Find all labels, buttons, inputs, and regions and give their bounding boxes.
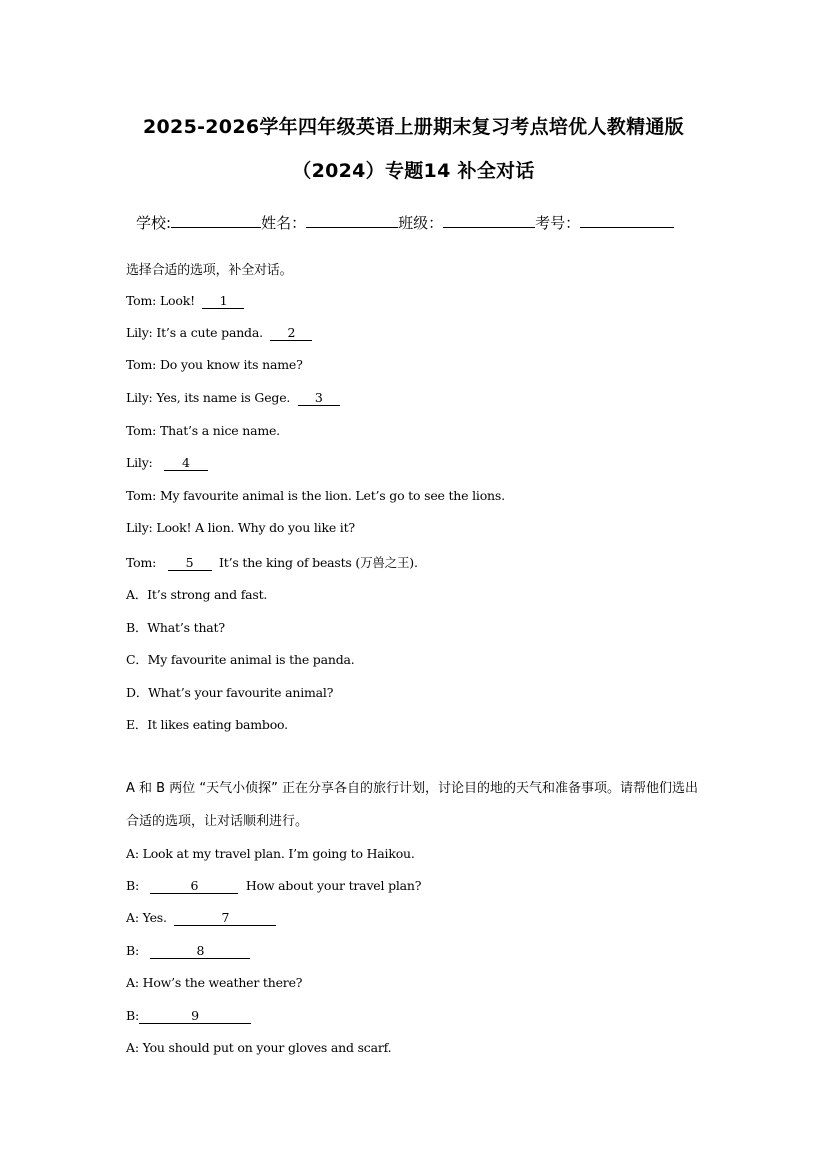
answer-blank[interactable]: 6 — [150, 879, 238, 894]
speaker: A: — [126, 975, 139, 990]
class-label: 班级： — [398, 214, 444, 232]
dialogue-line — [126, 910, 276, 926]
dialogue-line — [126, 293, 244, 309]
line-text: Look! A lion. Why do you like it? — [156, 520, 355, 535]
dialogue-line — [126, 423, 280, 438]
option-e[interactable]: E．It likes eating bamboo. — [126, 717, 288, 732]
student-info-row — [136, 210, 674, 233]
line-text: That’s a nice name. — [159, 423, 280, 438]
speaker: A: — [126, 846, 139, 861]
dialogue-line — [126, 846, 415, 861]
speaker: B: — [126, 1008, 139, 1023]
dialogue-line — [126, 943, 250, 959]
speaker: A: — [126, 910, 139, 925]
line-text: It’s a cute panda. — [156, 325, 263, 340]
speaker: Tom: — [126, 423, 157, 438]
answer-blank[interactable]: 5 — [168, 556, 212, 571]
section2-intro: A 和 B 两位 “天气小侦探” 正在分享各自的旅行计划，讨论目的地的天气和准备事项。请帮他们选出合适的选项，让对话顺利进行。 — [126, 781, 698, 829]
section1-instruction: 选择合适的选项，补全对话。 — [126, 263, 293, 278]
speaker: A: — [126, 1040, 139, 1055]
exam-no-field[interactable] — [580, 210, 674, 228]
speaker: Lily: — [126, 455, 153, 470]
school-label: 学校: — [136, 214, 172, 232]
dialogue-line — [126, 390, 340, 406]
school-field[interactable] — [171, 210, 261, 228]
line-text: Look at my travel plan. I’m going to Haikou. — [142, 846, 415, 861]
speaker: Lily: — [126, 520, 153, 535]
speaker: B: — [126, 943, 139, 958]
answer-blank[interactable]: 2 — [270, 326, 312, 341]
speaker: Tom: — [126, 555, 157, 570]
document-title-line1: 2025-2026学年四年级英语上册期末复习考点培优人教精通版 — [143, 116, 684, 138]
line-text: How about your travel plan? — [245, 878, 422, 893]
dialogue-line — [126, 975, 302, 990]
class-field[interactable] — [443, 210, 535, 228]
speaker: Tom: — [126, 488, 157, 503]
line-text: You should put on your gloves and scarf. — [142, 1040, 392, 1055]
speaker: Lily: — [126, 390, 153, 405]
option-d[interactable]: D．What’s your favourite animal? — [126, 685, 334, 700]
exam-no-label: 考号： — [535, 214, 581, 232]
speaker: Lily: — [126, 325, 153, 340]
dialogue-line — [126, 455, 208, 471]
speaker: B: — [126, 878, 139, 893]
option-b[interactable]: B．What’s that? — [126, 620, 225, 635]
dialogue-line — [126, 325, 312, 341]
document-title-line2: （2024）专题14 补全对话 — [292, 160, 535, 182]
line-text: My favourite animal is the lion. Let’s go to see the lions. — [159, 488, 505, 503]
answer-blank[interactable]: 3 — [298, 391, 340, 406]
name-field[interactable] — [306, 210, 398, 228]
dialogue-line — [126, 357, 303, 372]
dialogue-line — [126, 488, 505, 503]
option-c[interactable]: C．My favourite animal is the panda. — [126, 652, 355, 667]
line-text: Look! — [159, 293, 195, 308]
answer-blank[interactable]: 4 — [164, 456, 208, 471]
line-text: Yes. — [142, 910, 167, 925]
answer-blank[interactable]: 9 — [139, 1009, 251, 1024]
speaker: Tom: — [126, 293, 157, 308]
line-text: It’s the king of beasts (万兽之王). — [219, 555, 418, 570]
answer-blank[interactable]: 8 — [150, 944, 250, 959]
line-text: Yes, its name is Gege. — [156, 390, 291, 405]
dialogue-line — [126, 553, 418, 571]
speaker: Tom: — [126, 357, 157, 372]
answer-blank[interactable]: 7 — [174, 911, 276, 926]
answer-blank[interactable]: 1 — [202, 294, 244, 309]
dialogue-line — [126, 878, 421, 894]
line-text: Do you know its name? — [159, 357, 303, 372]
dialogue-line — [126, 1008, 251, 1024]
name-label: 姓名： — [261, 214, 307, 232]
dialogue-line — [126, 520, 355, 535]
line-text: How’s the weather there? — [142, 975, 303, 990]
option-a[interactable]: A．It’s strong and fast. — [126, 587, 268, 602]
dialogue-line — [126, 1040, 391, 1055]
